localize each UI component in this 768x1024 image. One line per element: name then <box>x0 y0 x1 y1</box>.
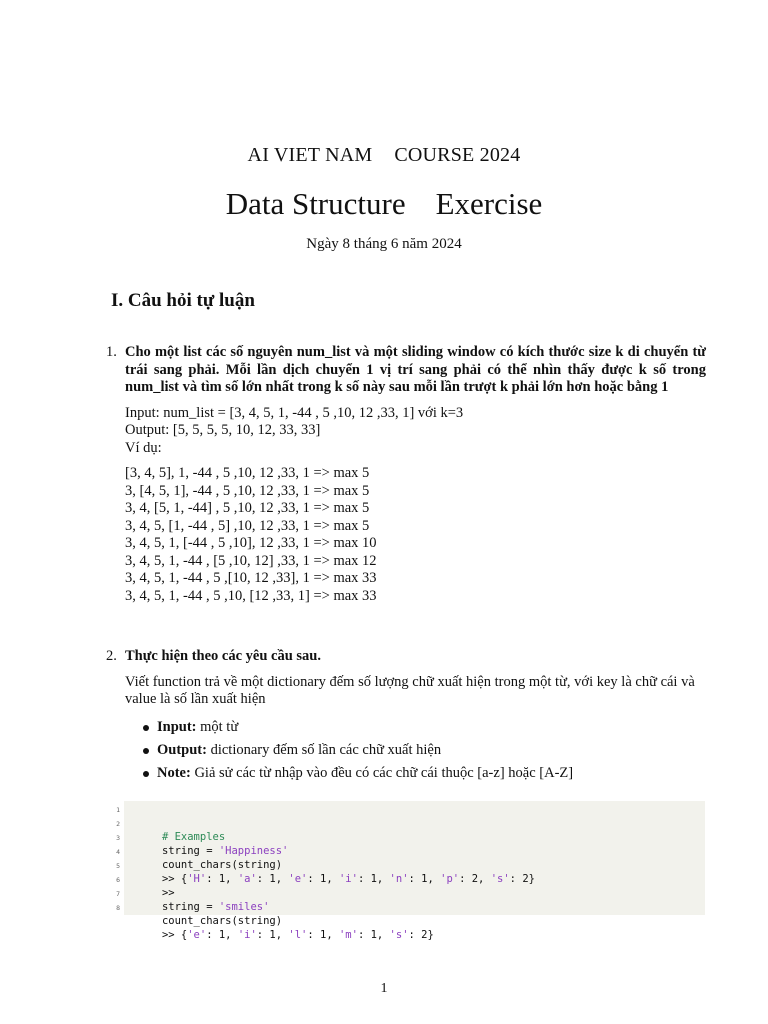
code-string: 's' <box>389 929 409 941</box>
code-text: >> { <box>161 929 188 941</box>
code-string: 'l' <box>288 929 308 941</box>
question-1-input: Input: num_list = [3, 4, 5, 1, -44 , 5 ,10, 12 ,33, 1] với k=3 <box>125 404 464 421</box>
example-step: 3, 4, 5, 1, -44 , [5 ,10, 12] ,33, 1 => max 12 <box>125 552 377 569</box>
code-string: 's' <box>490 873 510 885</box>
code-text: : 1, <box>357 929 390 941</box>
code-listing <box>116 801 705 941</box>
code-string: 'a' <box>237 873 257 885</box>
header-org: AI VIET NAM <box>247 144 373 166</box>
code-comment: # Examples <box>161 831 226 843</box>
code-line <box>116 858 175 899</box>
requirement-label: Note: <box>157 764 191 781</box>
question-2 <box>106 648 706 788</box>
code-line <box>116 872 270 913</box>
code-text: : 1, <box>256 873 289 885</box>
code-text: count_chars(string) <box>161 915 283 927</box>
requirement-item <box>157 742 706 765</box>
code-text: : 1, <box>408 873 441 885</box>
code-string: 'Happiness' <box>218 845 289 857</box>
code-string: 'n' <box>389 873 409 885</box>
page-number: 1 <box>380 981 388 996</box>
question-2-number: 2. <box>106 648 117 664</box>
example-step: 3, [4, 5, 1], -44 , 5 ,10, 12 ,33, 1 => max 5 <box>125 482 370 499</box>
requirement-label: Output: <box>157 741 207 758</box>
code-text: : 2} <box>509 873 535 885</box>
example-step: 3, 4, 5, 1, [-44 , 5 ,10], 12 ,33, 1 => max 10 <box>125 535 377 551</box>
code-text: >> { <box>161 873 188 885</box>
header-org-course <box>0 144 768 167</box>
example-step: 3, 4, 5, [1, -44 , 5] ,10, 12 ,33, 1 => max 5 <box>125 517 370 534</box>
line-number: 2 <box>116 820 120 828</box>
header-course: COURSE 2024 <box>394 144 521 166</box>
requirement-label: Input: <box>157 718 197 735</box>
requirement-item <box>157 765 706 788</box>
code-string: 'e' <box>187 929 207 941</box>
title-left: Data Structure <box>225 186 406 221</box>
requirement-text: dictionary đếm số lần các chữ xuất hiện <box>206 741 442 758</box>
line-number: 6 <box>116 876 120 884</box>
line-number: 4 <box>116 848 120 856</box>
code-text: : 1, <box>307 929 339 941</box>
requirement-text: một từ <box>196 718 239 735</box>
code-text: : 1, <box>307 873 339 885</box>
question-2-description: Viết function trả về một dictionary đếm số lượng chữ xuất hiện trong một từ, với key là chữ cái và value là số lần xuất hiện <box>125 673 695 707</box>
question-1-example-label: Ví dụ: <box>125 439 162 456</box>
code-text: string = <box>161 901 219 913</box>
bullet-icon <box>143 748 149 754</box>
example-step: 3, 4, 5, 1, -44 , 5 ,10, [12 ,33, 1] => max 33 <box>125 587 377 604</box>
code-string: 'i' <box>338 873 358 885</box>
code-string: 'p' <box>440 873 460 885</box>
section-title: I. Câu hỏi tự luận <box>111 290 255 311</box>
question-1-number: 1. <box>106 344 117 360</box>
example-step: 3, 4, [5, 1, -44] , 5 ,10, 12 ,33, 1 => max 5 <box>125 500 370 516</box>
code-text: string = <box>161 845 219 857</box>
line-number: 1 <box>116 806 120 814</box>
code-text: : 1, <box>256 929 289 941</box>
code-string: 'e' <box>288 873 308 885</box>
question-1 <box>106 344 706 605</box>
document-title <box>0 186 768 222</box>
requirement-text: Giả sử các từ nhập vào đều có các chữ cái thuộc [a-z] hoặc [A-Z] <box>190 764 574 781</box>
code-text: : 1, <box>357 873 390 885</box>
title-right: Exercise <box>435 186 543 221</box>
question-1-title: Cho một list các số nguyên num_list và một sliding window có kích thước size k di chuyển từ trái sang phải. Mỗi lần dịch chuyển 1 vị trí sang phải có thể nhìn thấy được k số trong num_list và tìm số lớn nhất trong k số này sau mỗi lần trượt k phải lớn hơn hoặc bằng 1 <box>125 344 706 395</box>
requirement-item <box>157 719 706 742</box>
line-number: 5 <box>116 862 120 870</box>
code-line <box>116 802 226 843</box>
question-1-output: Output: [5, 5, 5, 5, 10, 12, 33, 33] <box>125 422 321 438</box>
code-string: 'smiles' <box>218 901 270 913</box>
line-number: 3 <box>116 834 120 842</box>
example-step: [3, 4, 5], 1, -44 , 5 ,10, 12 ,33, 1 => max 5 <box>125 465 370 481</box>
code-string: 'H' <box>187 873 207 885</box>
code-text: : 1, <box>206 929 238 941</box>
code-string: 'i' <box>237 929 257 941</box>
bullet-icon <box>143 725 149 731</box>
bullet-icon <box>143 771 149 777</box>
requirements-list <box>125 719 706 788</box>
code-text: count_chars(string) <box>161 859 283 871</box>
code-text: : 1, <box>206 873 238 885</box>
line-number: 8 <box>116 904 120 912</box>
example-step: 3, 4, 5, 1, -44 , 5 ,[10, 12 ,33], 1 => max 33 <box>125 570 377 586</box>
code-text: : 2} <box>408 929 434 941</box>
document-date: Ngày 8 tháng 6 năm 2024 <box>306 236 462 252</box>
line-number: 7 <box>116 890 120 898</box>
code-text: : 2, <box>459 873 491 885</box>
question-2-title: Thực hiện theo các yêu cầu sau. <box>125 648 321 664</box>
code-string: 'm' <box>338 929 358 941</box>
code-text: >> <box>161 887 175 899</box>
